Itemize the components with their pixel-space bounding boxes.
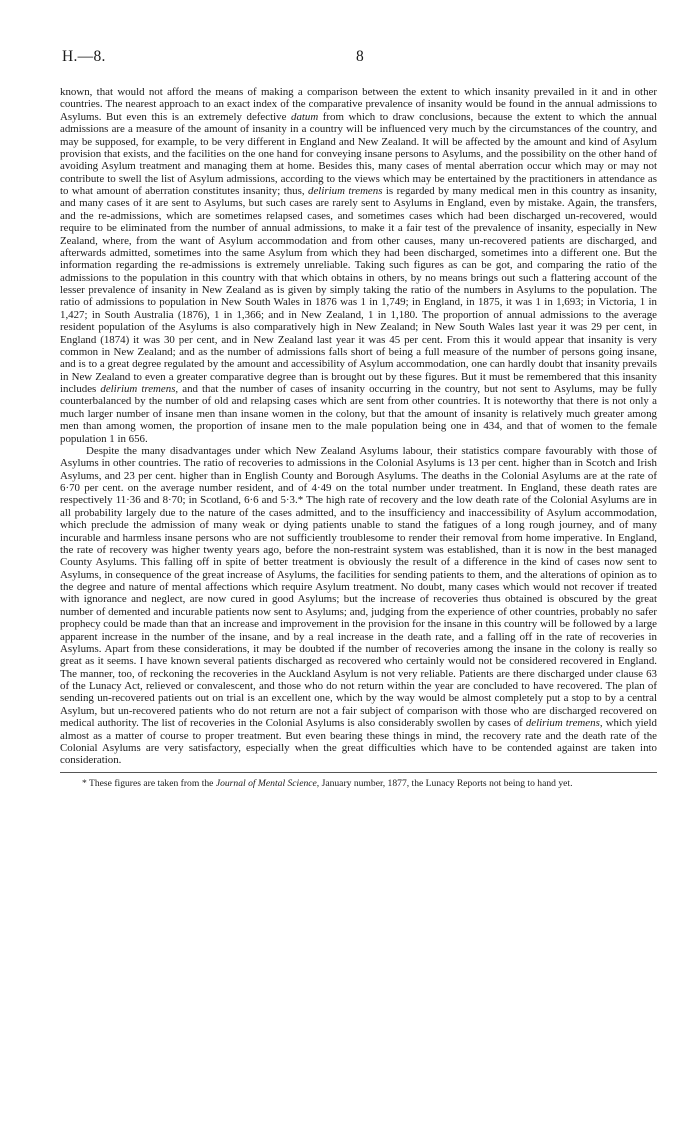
paragraph-1-italic-delirium-2: delirium tremens, bbox=[100, 383, 179, 395]
document-page bbox=[60, 48, 657, 789]
paragraph-1-italic-datum: datum bbox=[291, 110, 319, 123]
paragraph-1 bbox=[60, 86, 657, 445]
page-header bbox=[60, 48, 657, 76]
paragraph-1-text-d: and that the number of cases of insanity occurring in the country, but not sent to Asylums, may be fully counterbalanced by the number of old and relapsing cases which are sent from other countries. It is noteworthy that there is not only a much larger number of insane men than insane women in the colony, but that the amount of insanity is relatively much greater among men than among women, the proportion of insane men to the male population being one in 434, and that of women to the female population 1 in 656. bbox=[60, 383, 657, 445]
footnote-journal-title: Journal of Mental Science, bbox=[215, 777, 320, 789]
footnote bbox=[60, 778, 657, 789]
paragraph-2-italic-delirium: delirium tremens, bbox=[525, 717, 603, 730]
page-number: 8 bbox=[356, 48, 364, 65]
footnote-divider bbox=[60, 772, 657, 773]
paragraph-1-text-c: is regarded by many medical men in this country as insanity, and many cases of it are sent to Asylums, but such cases are rarely sent to Asylums in England, even by mistake. Again, the transfers, and the re-admissions, which are sometimes relapsed cases, and sometimes cases which had been discharged un-recovered, would require to be eliminated from the number of annual admissions, to make it a fair test of the prevalence of insanity, especially in New Zealand, where, from the want of Asylum accommodation and from other causes, many un-recovered patients are discharged, and afterwards admitted, sometimes into the same Asylum from which they had been discharged, sometimes into a different one. But the information regarding the re-admissions is extremely unreliable. Taking such figures as can be got, and comparing the ratio of the admissions to the population in this country with that which obtains in others, by no means brings out such a flattering account of the lesser prevalence of insanity in New Zealand as is given by simply taking the ratio of the numbers in Asylums to the population. The ratio of admissions to population in New South Wales in 1876 was 1 in 1,749; in England, in 1875, it was 1 in 1,693; in Victoria, 1 in 1,427; in South Australia (1876), 1 in 1,366; and in New Zealand, 1 in 1,180. The proportion of annual admissions to the average resident population of the Asylums is also comparatively high in New Zealand; in New South Wales last year it was 29 per cent, in England (1874) it was 30 per cent, and in New Zealand last year it was 45 per cent. From this it would appear that insanity is very common in New Zealand; and as the number of admissions falls short of being a full measure of the number of persons going insane, and is to a great degree regulated by the amount and accessibility of Asylum accommodation, one can hardly doubt that insanity prevails in New Zealand to even a greater comparative degree than is brought out by these figures. But it must be remembered that this insanity includes bbox=[60, 185, 658, 395]
footnote-text-a: * These figures are taken from the bbox=[82, 777, 216, 789]
body-text bbox=[60, 86, 657, 767]
paragraph-1-italic-delirium-1: delirium tremens bbox=[308, 185, 383, 197]
document-reference: H.—8. bbox=[62, 48, 106, 65]
paragraph-1-text-b: from which to draw conclusions, because the extent to which the annual admissions are a measure of the amount of insanity in a country will be influenced very much by the circumstances of the country, and may be supposed, for example, to be very different in England and New Zealand. It will be affected by the amount and kind of Asylum provision that exists, and the facilities on the one hand for conveying insane persons to Asylums, and the possibility on the other hand of avoiding Asylum treatment and managing them at home. Besides this, many cases of mental aberration occur which may or may not contribute to swell the list of Asylum admissions, according to the views which may be entertained by the practitioners in attendance as to what amount of aberration constitutes insanity; thus, bbox=[60, 110, 657, 197]
paragraph-1-text-a: known, that would not afford the means of making a comparison between the extent to which insanity prevailed in it and in other countries. The nearest approach to an exact index of the comparative prevalence of insanity would be found in the annual admissions to Asylums. But even this is an extremely defective bbox=[60, 86, 657, 123]
paragraph-2-text-a: Despite the many disadvantages under which New Zealand Asylums labour, their statistics compare favourably with those of Asylums in other countries. The ratio of recoveries to admissions in the Colonial Asylums is 13 per cent. higher than in Scotch and Irish Asylums, and 23 per cent. higher than in English County and Borough Asylums. The deaths in the Colonial Asylums are at the rate of 6·70 per cent. on the average number resident, and of 4·49 on the total number under treatment. In England, these death rates are respectively 11·36 and 8·70; in Scotland, 6·6 and 5·3.* The high rate of recovery and the low death rate of the Colonial Asylums are in all probability largely due to the nature of the cases admitted, and to the insufficiency and inaccessibility of Asylum accommodation, which preclude the admission of many weak or dying patients unable to stand the fatigues of a long rough journey, and of many incurable and harmless insane persons who are not sufficiently troublesome to render their removal from home imperative. In England, the rate of recovery was higher twenty years ago, before the non-restraint system was established, than it is now in the best managed County Asylums. This falling off in spite of better treatment is obviously the result of a difference in the kind of cases now sent to Asylums, in consequence of the great increase of Asylums, the facilities for sending patients to them, and the alterations of opinion as to the degree and nature of mental affections which require Asylum treatment. No doubt, many cases which would not recover if treated with ignorance and neglect, are now cured in good Asylums; but the increase of recoveries thus obtained is obscured by the great number of demented and incurable patients now sent to Asylums; and, judging from the experience of other countries, probably no safer prophecy could be made than that an increase and improvement in the provision for the insane in this country will be followed by a large apparent increase in the number of the insane, and by a real increase in the death rate, and a falling off in the rate of recoveries in Asylums. Apart from these considerations, it may be doubted if the number of recoveries among the insane in the colony is really so great as it seems. I have known several patients discharged as recovered who certainly would not be considered recovered in England. The manner, too, of reckoning the recoveries in the Auckland Asylum is not very reliable. Patients are there discharged under clause 63 of the Lunacy Act, relieved or convalescent, and those who do not return within the year are concluded to have recovered. The plan of sending un-recovered patients out on trial is an excellent one, which by the way would be almost completely put a stop to by a central Asylum, but un-recovered patients who do not return are not a fair subject of comparison with those who are discharged recovered on medical authority. The list of recoveries in the Colonial Asylums is also considerably swollen by cases of bbox=[60, 444, 657, 730]
footnote-text-b: January number, 1877, the Lunacy Reports not being to hand yet. bbox=[319, 777, 573, 789]
paragraph-2 bbox=[60, 445, 657, 767]
paragraph-2-text-b: which yield almost as a matter of course to proper treatment. But even bearing these things in mind, the recovery rate and the death rate of the Colonial Asylums are very satisfactory, especially when the great difficulties which have to be contended against are taken into consideration. bbox=[60, 717, 657, 767]
